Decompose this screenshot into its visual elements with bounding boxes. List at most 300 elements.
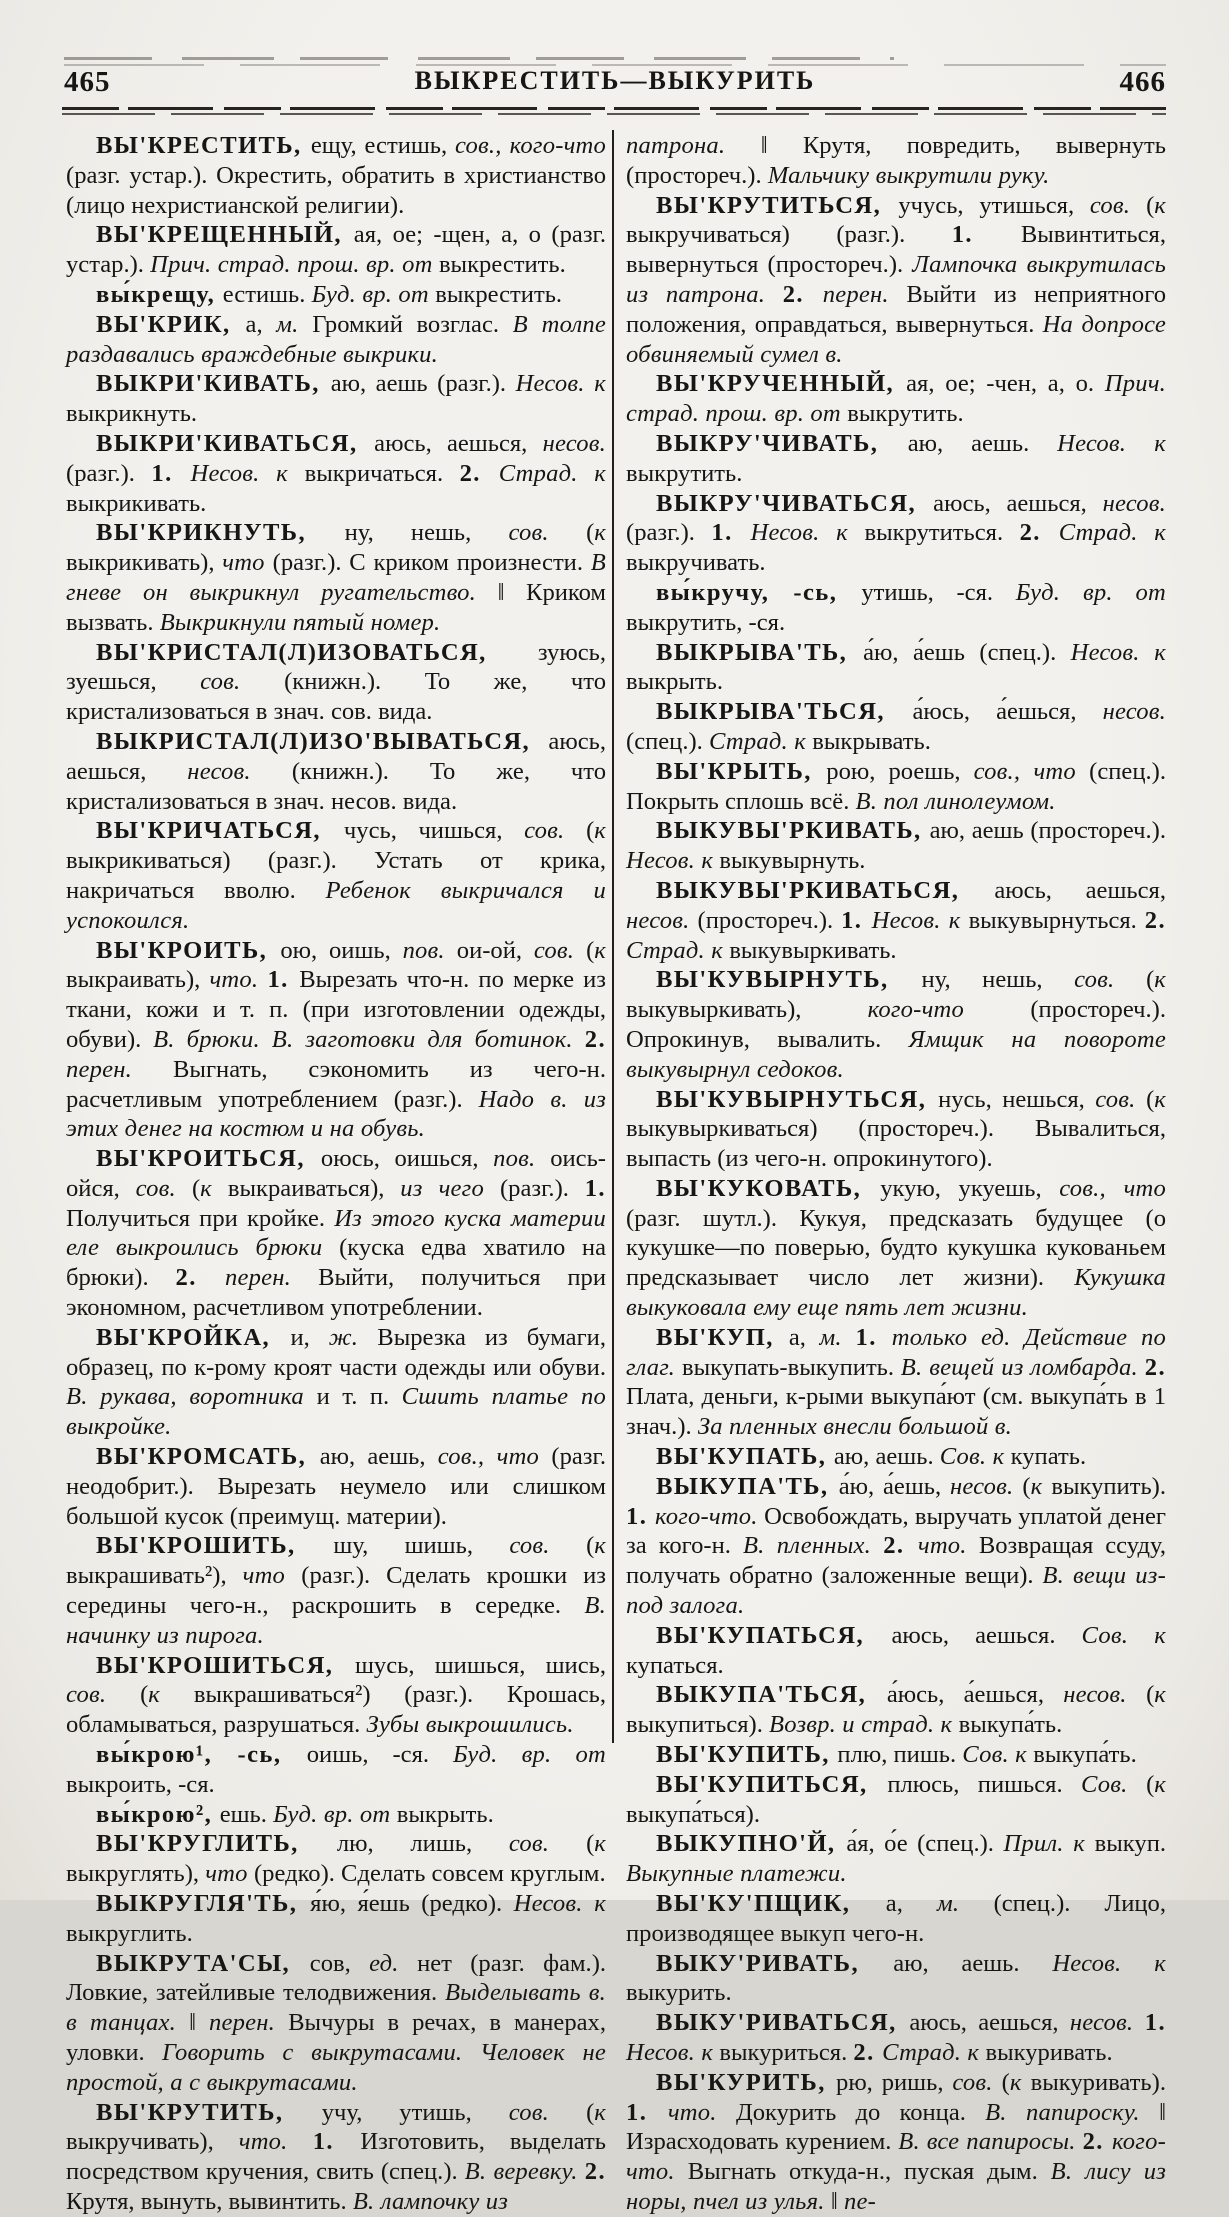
plain-text: выкуривать. [985,2039,1113,2066]
italic-text: кого-что. [626,2128,1166,2186]
plain-text: (простореч.). [697,906,842,934]
bold-text: ВЫКРУ'ЧИВАТЬ, [656,429,908,457]
plain-text: выкувырнуться. [968,906,1145,934]
italic-text: к [594,519,606,547]
italic-text: сов. [508,519,587,547]
italic-text: Мальчику выкрутили руку. [767,161,1050,189]
plain-text: аю, аешь. [833,1443,940,1471]
plain-text: (разг.). С криком произнести. [272,549,591,577]
italic-text: В. веревку. [464,2158,585,2186]
plain-text: выкручиваться) (разг.). [626,221,952,249]
plain-text: оись-ойся, [66,1145,606,1202]
bold-text: ВЫ'КРЫТЬ, [656,757,827,785]
italic-text: Сов. к [1081,1621,1167,1649]
bold-text: 2. [1144,1353,1166,1381]
dictionary-entry [66,1889,606,1949]
plain-text: выкуривать). [1030,2068,1166,2096]
italic-text: сов. [533,936,587,964]
italic-text: несов. [542,429,606,457]
plain-text: аю, аешь (простореч.). [929,817,1166,845]
bold-text: 1. [1144,2009,1166,2037]
plain-text: ( [140,1681,149,1709]
italic-text: Сшить платье по выкройке. [66,1383,606,1441]
dictionary-entry [626,2068,1166,2217]
dictionary-entry [626,2008,1166,2068]
plain-text: купать. [1010,1443,1087,1471]
bold-text: вы́кручу, -сь, [656,578,862,606]
plain-text: выкрестить. [438,251,566,279]
dictionary-entry [66,1323,606,1442]
italic-text: В. лису из норы, пчел из улья. [626,2158,1166,2215]
plain-text: ( [586,2098,595,2126]
bold-text: ВЫ'КУПИТЬСЯ, [656,1770,888,1798]
italic-text: кого-что [867,996,1031,1024]
bold-text: ВЫКУ'РИВАТЬ, [656,1949,894,1977]
italic-text: Буд. вр. от [453,1741,606,1769]
plain-text: а, [788,1323,820,1351]
dictionary-entry [66,1442,606,1531]
italic-text: несов. [626,906,698,934]
italic-text: сов. [1074,966,1147,994]
bold-text: 2. [1019,519,1059,547]
dictionary-entry [66,1829,606,1889]
dictionary-entry [626,1174,1166,1323]
plain-text: естишь. [222,280,312,308]
plain-text: ои-ой, [456,936,534,964]
dictionary-entry [626,965,1166,1084]
plain-text: укую, укуешь, [880,1174,1060,1202]
italic-text: Надо в. из этих денег на костюм и на обувь. [66,1085,607,1143]
plain-text: ну, нешь, [921,966,1075,994]
plain-text: лю, лишь, [336,1830,509,1858]
plain-text: ( [586,1532,595,1560]
dictionary-entry [66,280,606,310]
plain-text: ( [1146,1681,1155,1709]
italic-text: В. пол линолеумом. [855,787,1056,815]
italic-text: Кукушка выкуковала ему еще пять лет жизни. [626,1264,1166,1322]
italic-text: несов. [1063,1681,1147,1709]
plain-text: выкрутить. [847,400,964,428]
plain-text: выкрикиваться) (разг.). Устать от крика, накричаться вволю. [66,847,606,904]
italic-text: к [594,2098,606,2126]
plain-text: выкроить, -ся. [66,1770,215,1798]
plain-text: плюсь, пишься. [887,1770,1082,1798]
italic-text: несов. [1069,2009,1145,2037]
plain-text: (разг.). Сделать крошки из середины чего-н., раскрошить в середке. [66,1562,606,1620]
plain-text: выкраивать), [66,966,210,994]
italic-text: Несов. к [1070,638,1166,666]
plain-text: ая, ое; -чен, а, о. [906,370,1105,398]
bold-text: 1. [312,2128,361,2156]
bold-text: 1. [626,2098,668,2126]
italic-text: несов. [1102,489,1166,517]
italic-text: сов. [66,1681,141,1709]
plain-text: Вывинтиться, вывернуться (простореч.). [626,221,1166,279]
plain-text: зуюсь, зуешься, [66,638,606,696]
dictionary-entry [626,578,1166,638]
bold-text: вы́крою², [96,1800,220,1828]
plain-text: а́юсь, а́ешься, [912,698,1103,726]
italic-text: Страд. к [498,459,606,487]
bold-text: вы́крещу, [96,280,223,308]
italic-text: Буд. вр. от [1015,578,1166,606]
plain-text: аю, аешь (разг.). [330,370,516,398]
bold-text: ВЫ'КРОИТЬ, [96,936,281,964]
plain-text: Изготовить, выделать посредством кручения, свить (спец.). [66,2128,606,2186]
plain-text: (куска едва хватило на брюки). [66,1234,606,1292]
left-page-number: 465 [64,66,111,98]
plain-text: выкупа́ть. [958,1711,1063,1739]
plain-text: выкрикнуть. [66,400,198,428]
plain-text: ( [1022,1472,1031,1500]
plain-text: и, [290,1323,329,1351]
italic-text: сов. [508,1830,587,1858]
plain-text: ешь. [219,1800,274,1828]
italic-text: В толпе раздавались враждебные выкрики. [66,310,607,368]
dictionary-entry [66,816,606,935]
plain-text: Освобождать, выручать уплатой денег за кого-н. [626,1502,1166,1560]
italic-text: Несов. к [750,519,865,547]
plain-text: ая, ое; -щен, а, о (разг. устар.). [66,221,607,279]
plain-text: плю, пишь. [837,1741,963,1769]
plain-text: выкричаться. [304,459,460,487]
italic-text: пов. [402,936,457,964]
italic-text: сов. [509,1532,587,1560]
plain-text: (простореч.). Опрокинув, вывалить. [626,996,1166,1053]
italic-text: Лампочка выкрутилась из патрона. [626,251,1167,308]
bold-text: ВЫ'КРОЙКА, [96,1323,291,1351]
dictionary-entry [66,518,606,637]
plain-text: ( [586,519,595,547]
dictionary-entry [66,131,606,220]
dictionary-entry [66,638,606,727]
italic-text: В. пленных. [742,1532,884,1560]
bold-text: ВЫ'КРЕЩЕННЫЙ, [96,221,354,249]
plain-text: аю, аешь. [907,429,1058,457]
italic-text: В. вещей из ломбарда. [900,1353,1145,1381]
dictionary-entry [66,2098,606,2217]
bold-text: ВЫКРУТА'СЫ, [96,1949,310,1977]
italic-text: сов. [1089,191,1147,219]
bold-text: ВЫ'КУПИТЬ, [656,1741,838,1769]
italic-text: Сов. к [939,1443,1011,1471]
plain-text: (спец.). Лицо, производящее выкуп чего-н. [626,1890,1166,1947]
italic-text: В. все папиросы. [898,2128,1083,2156]
italic-text: Сов. [1081,1770,1147,1798]
bold-text: 1. [151,459,191,487]
plain-text: выкрашивать²), [66,1562,243,1590]
italic-text: м. [276,310,313,338]
bold-text: 2. [584,2158,606,2186]
plain-text: Выйти из неприятного положения, оправдаться, вывернуться. [626,280,1166,338]
bold-text: ВЫ'КРОШИТЬ, [96,1532,334,1560]
bold-text: ВЫ'КРУГЛИТЬ, [96,1830,337,1858]
italic-text: перен. [225,1264,319,1292]
plain-text: выкрутить, -ся. [626,608,786,636]
italic-text: что. [238,2128,313,2156]
italic-text: Страд. к [1058,519,1167,547]
italic-text: В. брюки. В. заготовки для ботинок. [153,1025,585,1053]
plain-text: (разг.). [66,459,152,487]
bold-text: 1. [626,1502,655,1530]
plain-text: Громкий возглас. [312,310,513,338]
dictionary-entry [626,1680,1166,1740]
plain-text: Выгнать откуда-н., пуская дым. [687,2158,1051,2186]
italic-text: Несов. к [871,906,969,934]
plain-text: выкрывать. [812,727,931,755]
header-rule [62,113,1166,115]
italic-text: сов. [200,668,285,696]
bold-text: 2. [883,1532,918,1560]
dictionary-entry [626,489,1166,578]
bold-text: ВЫКРУ'ЧИВАТЬСЯ, [656,489,934,517]
italic-text: несов. [949,1472,1023,1500]
italic-text: сов. [1095,1085,1147,1113]
italic-text: к [1030,1472,1052,1500]
running-title: ВЫКРЕСТИТЬ—ВЫКУРИТЬ [414,66,816,95]
italic-text: что [242,1562,302,1590]
bold-text: ВЫ'КУП, [656,1323,789,1351]
plain-text: (разг.). [499,1174,585,1202]
plain-text: выкувырнуть. [719,847,866,875]
dictionary-entry [626,1949,1166,2009]
plain-text: выкрестить. [435,280,563,308]
dictionary-entry [626,1889,1166,1949]
plain-text: Вырезать что-н. по мерке из ткани, кожи и т. п. (при изготовлении одежды, обуви). [66,966,606,1053]
plain-text: а, [245,310,277,338]
italic-text: к [1009,2068,1031,2096]
plain-text: (разг. устар.). Окрестить, обратить в христианство (лицо нехристианской религии). [66,161,606,219]
italic-text: что [222,549,273,577]
italic-text: сов., кого-что [455,132,606,159]
plain-text: (спец.). Покрыть сплошь всё. [626,757,1166,815]
plain-text: выкурить. [626,1979,732,2007]
bold-text: ВЫКРУГЛЯ'ТЬ, [96,1890,311,1918]
italic-text: несов. [1102,698,1166,726]
dictionary-entry [66,1949,606,2098]
plain-text: ( [586,1830,595,1858]
italic-text: ед. [369,1949,418,1977]
plain-text: (разг. неодобрит.). Вырезать неумело или слишком большой кусок (преимущ. материи). [66,1443,606,1530]
plain-text: выкуп. [1094,1830,1166,1858]
plain-text: ну, нешь, [344,519,509,547]
bold-text: 2. [584,1025,606,1053]
plain-text: выкрикивать. [66,489,207,517]
bold-text: 2. [459,459,499,487]
plain-text: ‖ [189,2009,209,2037]
italic-text: Из этого куска материи еле выкроились брюки [66,1204,606,1262]
italic-text: В. рукава, воротника [66,1383,317,1411]
italic-text: Ребенок выкричался и успокоился. [66,876,606,934]
plain-text: выкувыркивать. [729,936,897,964]
plain-text: выкуриться. [719,2039,854,2066]
plain-text: ‖ Криком вызвать. [66,578,606,636]
plain-text: ( [1146,966,1155,994]
plain-text: ( [586,817,595,845]
italic-text: к [594,936,606,964]
italic-text: к [1154,1681,1167,1709]
plain-text: выкручивать), [66,2128,239,2156]
bold-text: ВЫ'КРУТИТЬ, [96,2098,322,2126]
plain-text: выкрутить. [626,459,743,487]
italic-text: кого-что. [654,1502,765,1530]
bold-text: ВЫКУПА'ТЬ, [656,1472,839,1500]
plain-text: ою, оишь, [280,936,403,964]
dictionary-entry [66,936,606,1145]
plain-text: аюсь, аешься, [909,2009,1070,2037]
plain-text: нусь, нешься, [938,1085,1096,1113]
plain-text: аюсь, аешься, [994,876,1166,904]
left-column [66,131,606,2217]
italic-text: Страд. к [882,2039,986,2066]
plain-text: выкупать-выкупить. [681,1353,901,1381]
dictionary-entry [626,131,1166,191]
italic-text: сов. [135,1174,192,1202]
bold-text: ВЫКУПНО'Й, [656,1830,847,1858]
plain-text: Плата, деньги, к-рыми выкупа́ют (см. выкупа́ть в 1 знач.). [626,1383,1166,1441]
plain-text: (разг. шутл.). Кукуя, предсказать будущее (о кукушке—по поверью, будто кукушка кукованьем предсказывает число лет жизни). [626,1204,1166,1292]
bold-text: 1. [951,221,1021,249]
italic-text: перен. [66,1055,174,1083]
italic-text: сов., что [973,757,1090,785]
italic-text: Прич. страд. прош. вр. от [626,370,1166,428]
dictionary-entry [626,1621,1166,1681]
italic-text: что [205,1860,254,1888]
bold-text: ВЫКРИСТАЛ(Л)ИЗО'ВЫВАТЬСЯ, [96,727,549,755]
bold-text: ВЫКРИ'КИВАТЬСЯ, [96,429,375,457]
bold-text: 2. [782,280,823,308]
plain-text: ( [1146,191,1155,219]
bold-text: ВЫ'КУКОВАТЬ, [656,1174,881,1202]
italic-text: к [594,1830,606,1858]
plain-text: рою, роешь, [826,757,974,785]
italic-text: сов., что [437,1443,552,1471]
plain-text: а́ю, а́ешь, [838,1472,950,1500]
bold-text: ВЫ'КРЕСТИТЬ, [96,132,311,159]
plain-text: ( [586,936,595,964]
bold-text: ВЫ'КУПАТЬСЯ, [656,1621,892,1649]
bold-text: ВЫ'КРУТИТЬСЯ, [656,191,899,219]
italic-text: ж. [328,1323,378,1351]
page-header [64,66,1166,99]
italic-text: м. [819,1323,856,1351]
italic-text: Говорить с выкрутасами. Человек не простой, а с выкрутасами. [66,2039,606,2096]
bold-text: ВЫ'КРИК, [96,310,246,338]
italic-text: к [594,1532,606,1560]
plain-text: аюсь, аешься, [66,727,606,785]
plain-text: выкупиться). [626,1711,770,1739]
plain-text: выкручивать. [626,549,766,577]
plain-text: шусь, шишься, шись, [354,1651,606,1679]
italic-text: Буд. вр. от [311,280,436,308]
plain-text: аюсь, аешься, [933,489,1103,517]
italic-text: Несов. к [1057,429,1167,457]
plain-text: Выйти, получиться при экономном, расчетливом употреблении. [66,1264,606,1322]
dictionary-entry [66,310,606,370]
plain-text: (спец.). [626,727,709,755]
dictionary-entry [626,1085,1166,1174]
plain-text: выкувыркивать), [626,996,868,1024]
dictionary-entry [626,1829,1166,1889]
plain-text: аю, аешь, [319,1443,438,1471]
plain-text: ( [1146,1770,1155,1798]
bold-text: ВЫКУВЫ'РКИВАТЬ, [656,817,930,845]
plain-text: Вырезка из бумаги, образец, по к-рому кроят части одежды или обуви. [66,1323,606,1381]
italic-text: Несов. к [1052,1949,1167,1977]
bold-text: ВЫ'КРОШИТЬСЯ, [96,1651,355,1679]
dictionary-entry [626,1740,1166,1770]
italic-text: сов. [952,2068,1002,2096]
dictionary-entry [66,1800,606,1830]
plain-text: учу, утишь, [321,2098,509,2126]
dictionary-entry [626,1472,1166,1621]
dictionary-entry [626,638,1166,698]
italic-text: патрона. [626,132,761,159]
italic-text: что. [209,966,268,994]
plain-text: ‖ Израсходовать курением. [626,2098,1167,2156]
bold-text: ВЫ'КРОМСАТЬ, [96,1443,320,1471]
italic-text: Прич. страд. прош. вр. от [150,251,439,279]
plain-text: выкрикивать), [66,549,223,577]
dictionary-entry [626,876,1166,965]
italic-text: Несов. к [190,459,305,487]
italic-text: к [1154,1770,1166,1798]
italic-text: м. [937,1890,994,1918]
italic-text: к [1154,966,1167,994]
page-content [66,131,1166,2217]
plain-text: рю, ришь, [836,2068,953,2096]
bold-text: ВЫ'КРУЧЕННЫЙ, [656,370,907,398]
italic-text: Прил. к [1003,1830,1095,1858]
dictionary-entry [626,757,1166,817]
dictionary-entry [66,220,606,280]
plain-text: Выгнать, сэкономить из чего-н. расчетливым употреблением (разг.). [66,1055,606,1113]
italic-text: перен. [822,280,907,308]
bold-text: ВЫКРИ'КИВАТЬ, [96,370,331,398]
italic-text: несов. [187,757,292,785]
italic-text: Выкупные платежи. [626,1860,847,1888]
plain-text: а́ю, а́ешь (спец.). [863,638,1071,666]
dictionary-entry [626,369,1166,429]
plain-text: Крутя, вынуть, вывинтить. [66,2187,353,2215]
dictionary-entry [66,1144,606,1323]
plain-text: оишь, -ся. [306,1741,454,1769]
right-column [626,131,1166,2217]
bold-text: ВЫКУ'РИВАТЬСЯ, [656,2009,910,2037]
plain-text: ‖ [830,2187,844,2215]
italic-text: к [1154,191,1167,219]
italic-text: к [200,1174,228,1202]
plain-text: (книжн.). То же, что кристализоваться в знач. несов. вида. [66,757,607,815]
plain-text: выкувыркиваться) (простореч.). Вывалиться, выпасть (из чего-н. опрокинутого). [626,1115,1166,1173]
plain-text: (разг.). [626,519,712,547]
dictionary-entry [626,1323,1166,1442]
bold-text: ВЫ'КРИКНУТЬ, [96,519,345,547]
italic-text: Страд. к [626,936,730,964]
dictionary-entry [66,1531,606,1650]
bold-text: ВЫКРЫВА'ТЬСЯ, [656,698,913,726]
plain-text: Докурить до конца. [735,2098,986,2126]
italic-text: что. [667,2098,736,2126]
dictionary-entry [66,369,606,429]
bold-text: ВЫ'КРИЧАТЬСЯ, [96,817,344,845]
italic-text: Возвр. и страд. к [769,1711,959,1739]
italic-text: В. лампочку из [352,2187,509,2215]
italic-text: сов., что [1059,1174,1166,1202]
plain-text: учусь, утишься, [898,191,1090,219]
italic-text: Несов. к [626,2039,720,2066]
bold-text: ВЫКРЫВА'ТЬ, [656,638,864,666]
